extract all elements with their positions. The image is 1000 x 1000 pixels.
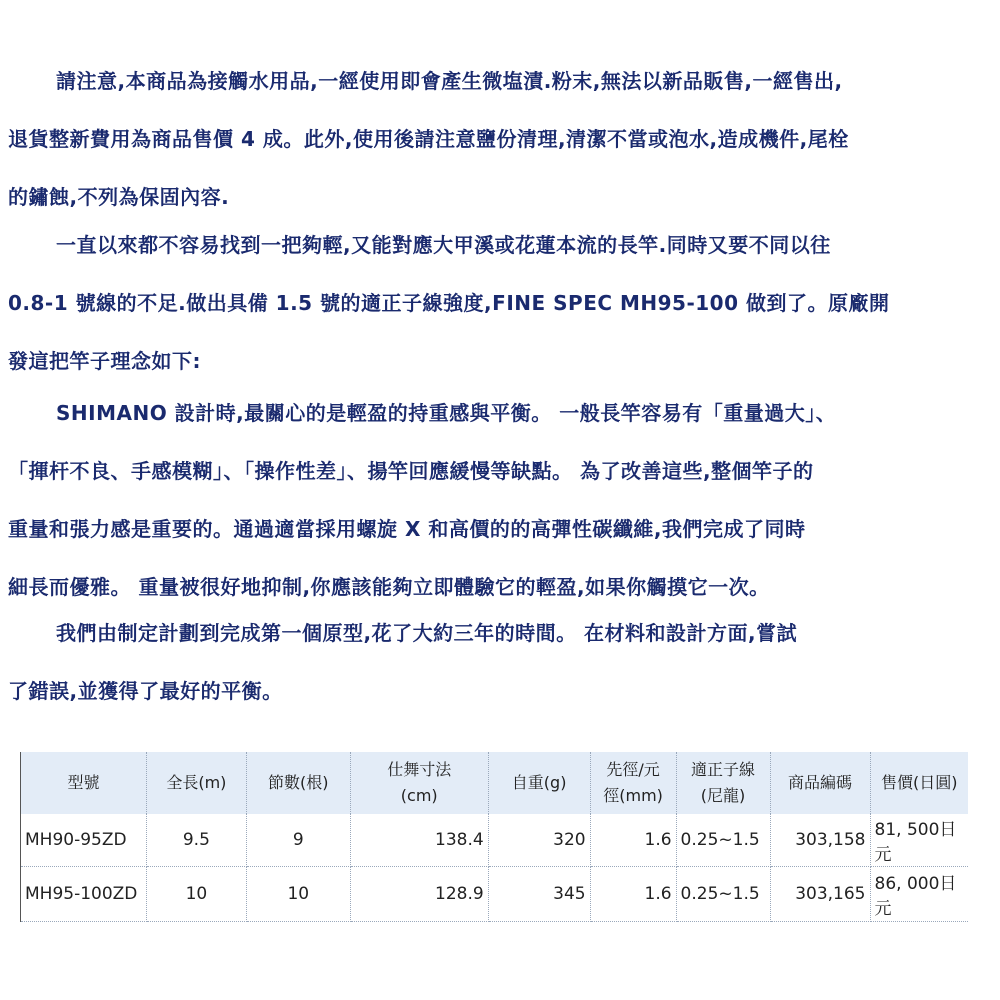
cell-price: 86, 000日元 [870,867,968,922]
cell-length: 10 [146,867,246,922]
cell-length: 9.5 [146,814,246,867]
cell-closed-length: 128.9 [350,867,488,922]
cell-sections: 9 [246,814,350,867]
cell-line-rating: 0.25~1.5 [676,814,770,867]
cell-price: 81, 500日元 [870,814,968,867]
text-line: 細長而優雅。 重量被很好地抑制,你應該能夠立即體驗它的輕盈,如果你觸摸它一次。 [8,575,770,599]
header-closed-length [350,752,488,814]
cell-line-rating: 0.25~1.5 [676,867,770,922]
header-line-line2: (尼龍) [700,786,746,805]
cell-weight: 345 [488,867,590,922]
text-line: 「揮杆不良、手感模糊」、「操作性差」、揚竿回應緩慢等缺點。 為了改善這些,整個竿子的 [8,459,814,483]
cell-sections: 10 [246,867,350,922]
design-paragraph [8,384,992,616]
cell-tip-diameter: 1.6 [590,814,676,867]
header-line-line1: 適正子線 [691,760,756,779]
header-price: 售價(日圓) [870,752,968,814]
text-line: 0.8-1 號線的不足.做出具備 1.5 號的適正子線強度,FINE SPEC MH95-100 做到了。原廠開 [8,291,890,315]
header-weight: 自重(g) [488,752,590,814]
header-line-rating [676,752,770,814]
table-row [21,867,969,922]
text-line: 退貨整新費用為商品售價 4 成。此外,使用後請注意鹽份清理,清潔不當或泡水,造成機件,尾栓 [8,127,849,151]
text-line: 一直以來都不容易找到一把夠輕,又能對應大甲溪或花蓮本流的長竿.同時又要不同以往 [56,233,831,257]
spec-table [20,752,968,922]
text-line: 我們由制定計劃到完成第一個原型,花了大約三年的時間。 在材料和設計方面,嘗試 [56,621,798,645]
header-sections: 節數(根) [246,752,350,814]
cell-product-code: 303,158 [770,814,870,867]
table-row [21,814,969,867]
intro-paragraph [8,216,992,390]
cell-product-code: 303,165 [770,867,870,922]
header-tip-line2: 徑(mm) [603,786,663,805]
cell-closed-length: 138.4 [350,814,488,867]
text-line: 重量和張力感是重要的。通過適當採用螺旋 X 和高價的的高彈性碳纖維,我們完成了同時 [8,517,806,541]
table-header-row [21,752,969,814]
header-product-code: 商品編碼 [770,752,870,814]
text-line: 發這把竿子理念如下: [8,349,201,373]
header-model: 型號 [21,752,147,814]
cell-weight: 320 [488,814,590,867]
header-closed-length-line2: (cm) [400,786,438,805]
text-line: 了錯誤,並獲得了最好的平衡。 [8,679,283,703]
cell-model: MH95-100ZD [21,867,147,922]
cell-tip-diameter: 1.6 [590,867,676,922]
text-line: 的鏽蝕,不列為保固內容. [8,185,230,209]
cell-model: MH90-95ZD [21,814,147,867]
text-line: 請注意,本商品為接觸水用品,一經使用即會產生微塩漬.粉末,無法以新品販售,一經售出, [56,69,843,93]
text-line: SHIMANO 設計時,最關心的是輕盈的持重感與平衡。 一般長竿容易有「重量過大」、 [56,401,837,425]
header-length: 全長(m) [146,752,246,814]
header-tip-line1: 先徑/元 [606,760,660,779]
header-tip-diameter [590,752,676,814]
development-paragraph [8,604,992,720]
notice-paragraph [8,52,992,226]
header-closed-length-line1: 仕舞寸法 [387,760,452,779]
